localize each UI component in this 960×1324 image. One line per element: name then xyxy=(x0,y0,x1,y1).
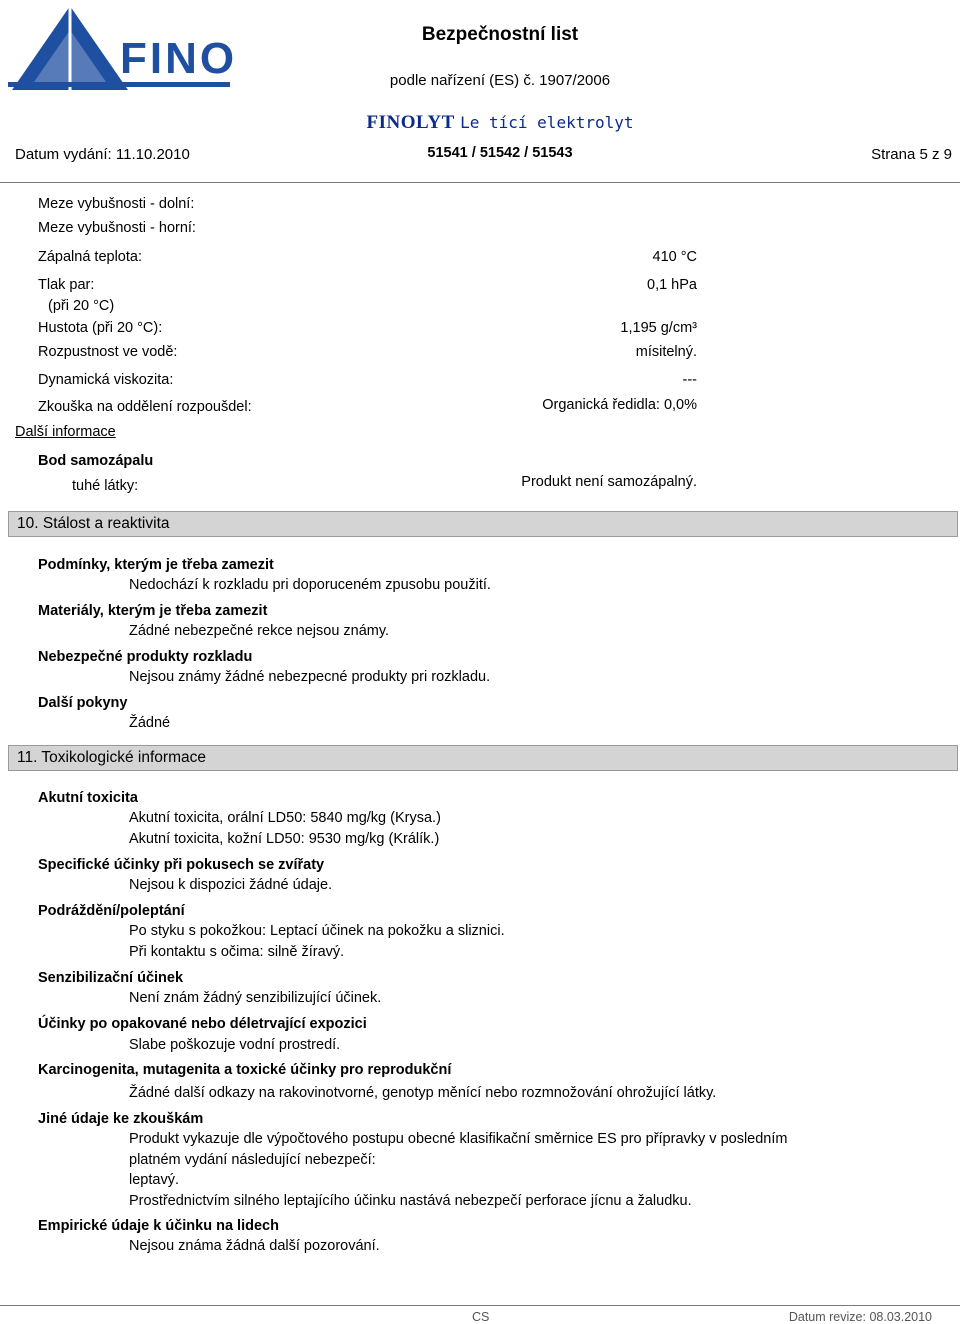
property-value: --- xyxy=(682,372,697,388)
regulation-subtitle: podle nařízení (ES) č. 1907/2006 xyxy=(389,72,611,89)
footer-divider xyxy=(0,1305,960,1306)
subsection-text: Zádné nebezpečné rekce nejsou známy. xyxy=(129,623,390,639)
subsection-heading: Karcinogenita, mutagenita a toxické účinky pro reprodukční xyxy=(38,1062,452,1078)
subsection-text: Prostřednictvím silného leptajícího účinku nastává nebezpečí perforace jícnu a žaludku. xyxy=(129,1193,692,1209)
product-brand: FINOLYT xyxy=(366,112,455,133)
product-title xyxy=(330,112,670,134)
subsection-text: Slabe poškozuje vodní prostredí. xyxy=(129,1037,341,1053)
property-label: Hustota (při 20 °C): xyxy=(38,320,163,336)
subsection-text: leptavý. xyxy=(129,1172,179,1188)
property-value: 1,195 g/cm³ xyxy=(620,320,697,336)
subsection-text: platném vydání následující nebezpečí: xyxy=(129,1152,376,1168)
subsection-heading: Empirické údaje k účinku na lidech xyxy=(38,1218,279,1234)
property-value: 0,1 hPa xyxy=(647,277,697,293)
subsection-text: Není znám žádný senzibilizující účinek. xyxy=(129,990,382,1006)
subsection-heading: Účinky po opakované nebo déletrvající expozici xyxy=(38,1016,367,1032)
further-info-value: Produkt není samozápalný. xyxy=(521,474,697,490)
property-value: Organická ředidla: 0,0% xyxy=(542,397,697,413)
subsection-heading: Podmínky, kterým je třeba zamezit xyxy=(38,557,274,573)
product-codes: 51541 / 51542 / 51543 xyxy=(427,145,573,161)
property-value: 410 °C xyxy=(652,249,697,265)
subsection-text: Žádné další odkazy na rakovinotvorné, genotyp měnící nebo rozmnožování ohrožující látky. xyxy=(129,1085,717,1101)
section-11-title: 11. Toxikologické informace xyxy=(17,749,206,766)
issue-date: Datum vydání: 11.10.2010 xyxy=(15,146,190,163)
property-label: Rozpustnost ve vodě: xyxy=(38,344,178,360)
further-info-label: tuhé látky: xyxy=(72,478,139,494)
footer-revision-date: Datum revize: 08.03.2010 xyxy=(788,1310,932,1324)
property-label: Dynamická viskozita: xyxy=(38,372,174,388)
section-11-header xyxy=(8,745,958,771)
subsection-text: Po styku s pokožkou: Leptací účinek na pokožku a sliznici. xyxy=(129,923,505,939)
property-label: Zkouška na oddělení rozpoušdel: xyxy=(38,399,252,415)
product-name: Le tící elektrolyt xyxy=(460,113,634,132)
subsection-text: Nedochází k rozkladu pri doporuceném zpusobu použití. xyxy=(129,577,491,593)
subsection-heading: Nebezpečné produkty rozkladu xyxy=(38,649,253,665)
subsection-heading: Podráždění/poleptání xyxy=(38,903,185,919)
footer-language: CS xyxy=(472,1310,490,1324)
property-label: Tlak par: xyxy=(38,277,95,293)
further-info-subheading: Bod samozápalu xyxy=(38,453,154,469)
property-value: mísitelný. xyxy=(635,344,697,360)
page-number: Strana 5 z 9 xyxy=(871,146,952,163)
fino-logo xyxy=(8,2,238,94)
property-label: Meze vybušnosti - dolní: xyxy=(38,196,195,212)
document-title: Bezpečnostní list xyxy=(421,24,579,45)
subsection-text: Akutní toxicita, kožní LD50: 9530 mg/kg (Králík.) xyxy=(129,831,440,847)
further-info-heading: Další informace xyxy=(15,424,116,440)
subsection-text: Nejsou známy žádné nebezpecné produkty pri rozkladu. xyxy=(129,669,491,685)
subsection-heading: Další pokyny xyxy=(38,695,128,711)
section-10-title: 10. Stálost a reaktivita xyxy=(17,515,170,532)
property-label: Zápalná teplota: xyxy=(38,249,142,265)
subsection-heading: Jiné údaje ke zkouškám xyxy=(38,1111,204,1127)
subsection-heading: Senzibilizační účinek xyxy=(38,970,184,986)
subsection-text: Žádné xyxy=(129,715,171,731)
subsection-text: Nejsou k dispozici žádné údaje. xyxy=(129,877,333,893)
subsection-text: Nejsou známa žádná další pozorování. xyxy=(129,1238,380,1254)
section-10-header xyxy=(8,511,958,537)
property-label: (při 20 °C) xyxy=(48,298,115,314)
subsection-heading: Akutní toxicita xyxy=(38,790,138,806)
subsection-heading: Materiály, kterým je třeba zamezit xyxy=(38,603,268,619)
subsection-text: Akutní toxicita, orální LD50: 5840 mg/kg (Krysa.) xyxy=(129,810,441,826)
subsection-text: Produkt vykazuje dle výpočtového postupu obecné klasifikační směrnice ES pro přípravky v posledním xyxy=(129,1131,788,1147)
header-divider xyxy=(0,182,960,183)
property-label: Meze vybušnosti - horní: xyxy=(38,220,196,236)
subsection-heading: Specifické účinky při pokusech se zvířaty xyxy=(38,857,325,873)
logo-text: FINO xyxy=(120,34,238,83)
subsection-text: Při kontaktu s očima: silně žíravý. xyxy=(129,944,345,960)
